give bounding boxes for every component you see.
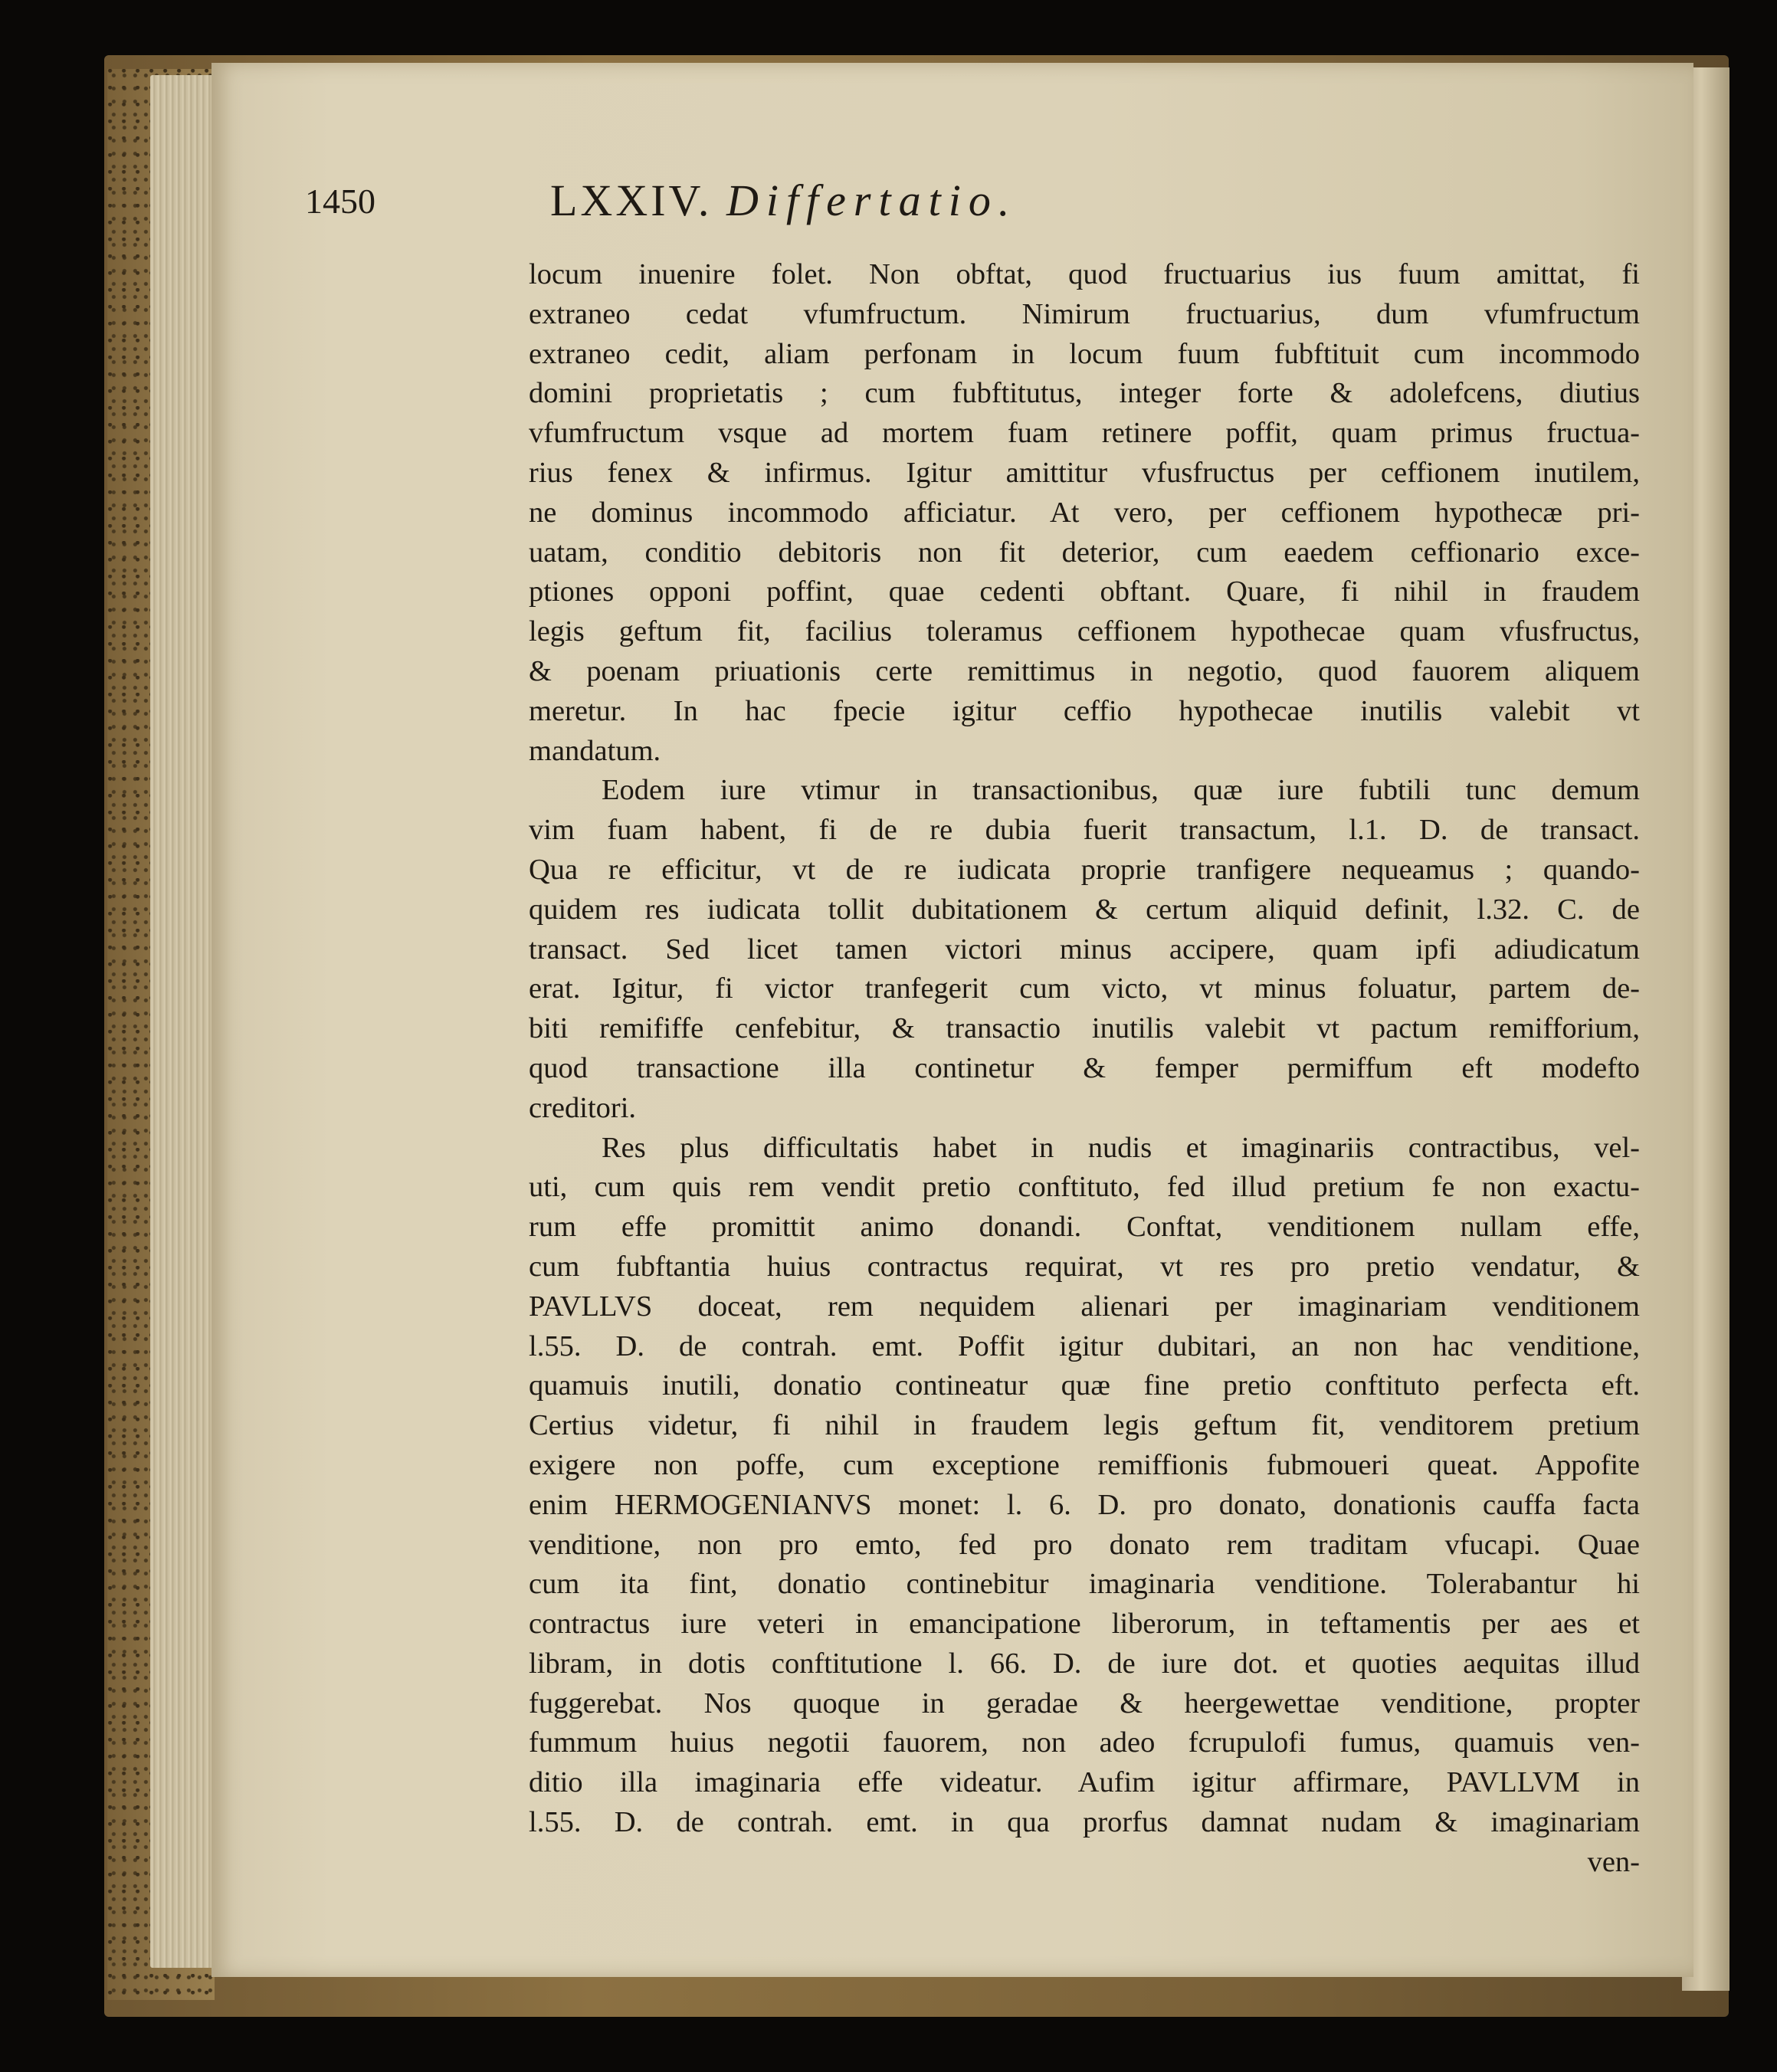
- running-title: [550, 175, 1017, 226]
- text-line: Certius videtur, fi nihil in fraudem legis geftum fit, venditorem pretium: [529, 1409, 1640, 1442]
- text-line: Eodem iure vtimur in transactionibus, quæ iure fubtili tunc demum: [602, 774, 1640, 807]
- page-edges: [150, 75, 215, 1968]
- text-line: PAVLLVS doceat, rem nequidem alienari per imaginariam venditionem: [529, 1290, 1640, 1323]
- text-line: quod transactione illa continetur & femper permiffum eft modefto: [529, 1051, 1640, 1084]
- text-line: libram, in dotis conftitutione l. 66. D. de iure dot. et quoties aequitas illud: [529, 1647, 1640, 1680]
- title-roman: LXXIV.: [550, 175, 713, 225]
- text-line: legis geftum fit, facilius toleramus ceffionem hypothecae quam vfusfructus,: [529, 615, 1640, 648]
- text-line: l.55. D. de contrah. emt. in qua prorfus damnat nudam & imaginariam: [529, 1806, 1640, 1839]
- text-line: ven-: [1587, 1845, 1640, 1878]
- text-line: Res plus difficultatis habet in nudis et imaginariis contractibus, vel-: [602, 1131, 1640, 1164]
- text-line: & poenam priuationis certe remittimus in negotio, quod fauorem aliquem: [529, 654, 1640, 687]
- text-line: domini proprietatis ; cum fubftitutus, integer forte & adolefcens, diutius: [529, 377, 1640, 410]
- text-line: uatam, conditio debitoris non fit deterior, cum eaedem ceffionario exce-: [529, 536, 1640, 569]
- text-line: erat. Igitur, fi victor tranfegerit cum victo, vt minus foluatur, partem de-: [529, 972, 1640, 1005]
- text-line: uti, cum quis rem vendit pretio conftituto, fed illud pretium fe non exactu-: [529, 1171, 1640, 1204]
- text-line: creditori.: [529, 1091, 637, 1124]
- text-line: extraneo cedat vfumfructum. Nimirum fructuarius, dum vfumfructum: [529, 297, 1640, 330]
- running-header: [305, 175, 1638, 228]
- text-line: mandatum.: [529, 734, 661, 767]
- text-line: exigere non poffe, cum exceptione remiffionis fubmoueri queat. Appofite: [529, 1448, 1640, 1481]
- text-line: fummum huius negotii fauorem, non adeo fcrupulofi fumus, quamuis ven-: [529, 1726, 1640, 1759]
- text-line: meretur. In hac fpecie igitur ceffio hypothecae inutilis valebit vt: [529, 694, 1640, 727]
- text-line: cum fubftantia huius contractus requirat, vt res pro pretio vendatur, &: [529, 1250, 1640, 1283]
- text-line: venditione, non pro emto, fed pro donato rem traditam vfucapi. Quae: [529, 1528, 1640, 1561]
- text-line: ptiones opponi poffint, quae cedenti obftant. Quare, fi nihil in fraudem: [529, 575, 1640, 608]
- text-line: quidem res iudicata tollit dubitationem & certum aliquid definit, l.32. C. de: [529, 893, 1640, 926]
- text-line: ne dominus incommodo afficiatur. At vero, per ceffionem hypothecæ pri-: [529, 496, 1640, 529]
- text-line: Qua re efficitur, vt de re iudicata proprie tranfigere nequeamus ; quando-: [529, 853, 1640, 886]
- page-number: 1450: [305, 182, 375, 221]
- text-line: quamuis inutili, donatio contineatur quæ fine pretio conftituto perfecta eft.: [529, 1369, 1640, 1402]
- text-line: extraneo cedit, aliam perfonam in locum fuum fubftituit cum incommodo: [529, 337, 1640, 370]
- text-line: ditio illa imaginaria effe videatur. Aufim igitur affirmare, PAVLLVM in: [529, 1766, 1640, 1799]
- text-line: fuggerebat. Nos quoque in geradae & heergewettae venditione, propter: [529, 1687, 1640, 1720]
- text-line: contractus iure veteri in emancipatione liberorum, in teftamentis per aes et: [529, 1608, 1640, 1641]
- text-line: rius fenex & infirmus. Igitur amittitur vfusfructus per ceffionem inutilem,: [529, 456, 1640, 489]
- text-line: transact. Sed licet tamen victori minus accipere, quam ipfi adiudicatum: [529, 933, 1640, 966]
- text-line: l.55. D. de contrah. emt. Poffit igitur dubitari, an non hac venditione,: [529, 1329, 1640, 1362]
- title-word: Differtatio.: [726, 175, 1018, 225]
- body-text: [529, 255, 1640, 1883]
- text-line: cum ita fint, donatio continebitur imaginaria venditione. Tolerabantur hi: [529, 1568, 1640, 1601]
- text-line: biti remififfe cenfebitur, & transactio inutilis valebit vt pactum remifforium,: [529, 1012, 1640, 1045]
- text-line: locum inuenire folet. Non obftat, quod fructuarius ius fuum amittat, fi: [529, 258, 1640, 290]
- text-line: vfumfructum vsque ad mortem fuam retinere poffit, quam primus fructua-: [529, 417, 1640, 450]
- text-line: rum effe promittit animo donandi. Conftat, venditionem nullam effe,: [529, 1211, 1640, 1244]
- text-line: enim HERMOGENIANVS monet: l. 6. D. pro donato, donationis cauffa facta: [529, 1488, 1640, 1521]
- text-line: vim fuam habent, fi de re dubia fuerit transactum, l.1. D. de transact.: [529, 814, 1640, 847]
